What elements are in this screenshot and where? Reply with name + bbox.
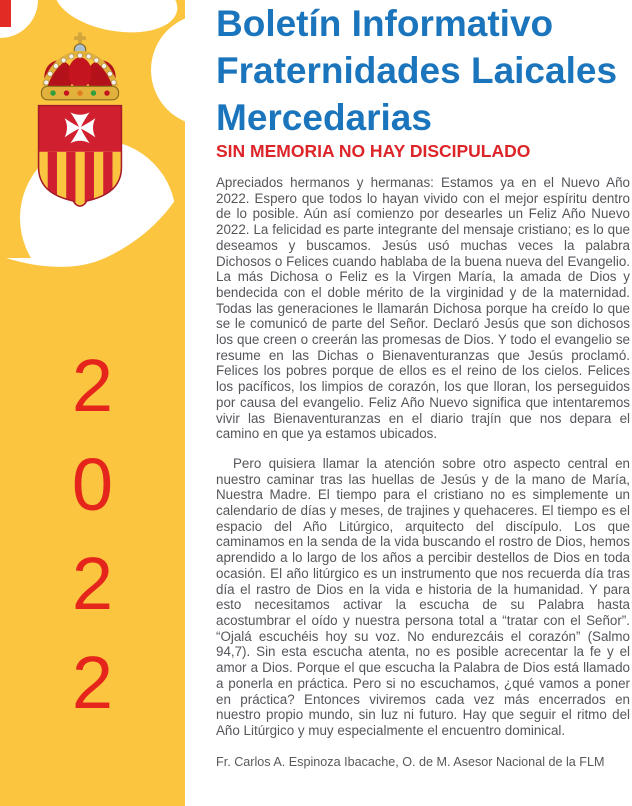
- article-byline: Fr. Carlos A. Espinoza Ibacache, O. de M. Asesor Nacional de la FLM: [216, 754, 605, 769]
- title-line-1: Boletín Informativo: [216, 3, 554, 44]
- article-heading: SIN MEMORIA NO HAY DISCIPULADO: [216, 141, 531, 161]
- article-paragraph: Apreciados hermanos y hermanas: Estamos ya en el Nuevo Año 2022. Espero que todos lo hayan vivido con el mejor espíritu dentro de lo posible. Aún así comienzo por desearles un Feliz Año Nuevo 2022. La felicidad es parte integrante del mensaje cristiano; es lo que deseamos y buscamos. Jesús usó muchas veces la palabra Dichosos o Felices cuando hablaba de la buena nueva del Evangelio. La más Dichosa o Feliz es la Virgen María, la amada de Dios y bendecida con el doble mérito de la virginidad y de la maternidad. Todas las generaciones le llamarán Dichosa porque ha creído lo que se le comunicó de parte del Señor. Declaró Jesús que son dichosos los que creen o creerán las promesas de Dios. Y todo el evangelio se resume en las Dichas o Bienaventuranzas que Jesús proclamó. Felices los pobres porque de ellos es el reino de los cielos. Felices los pacíficos, los limpios de corazón, los que lloran, los perseguidos por causa del evangelio. Feliz Año Nuevo significa que intentaremos vivir las Bienaventuranzas en el diario trajín que nos depara el camino en que ya estamos ubicados.: [216, 175, 630, 442]
- year-digit: 2: [71, 344, 114, 427]
- year-digit: 2: [71, 641, 114, 724]
- mercedarian-coat-of-arms: [27, 28, 133, 216]
- main-column: [216, 0, 630, 770]
- corner-accent: [0, 0, 11, 27]
- year-2022: [0, 336, 185, 732]
- title-line-2: Fraternidades Laicales: [216, 50, 618, 91]
- coat-of-arms-graphic: [27, 28, 133, 216]
- sidebar-decoration: [0, 0, 185, 806]
- year-digit: 0: [71, 443, 114, 526]
- year-digit: 2: [71, 542, 114, 625]
- title-line-3: Mercedarias: [216, 97, 432, 138]
- newsletter-title: [216, 0, 630, 141]
- article-paragraph: Pero quisiera llamar la atención sobre otro aspecto central en nuestro caminar tras las huellas de Jesús y de la mano de María, Nuestra Madre. El tiempo para el cristiano no es simplemente un calendario de días y meses, de trajines y quehaceres. El tiempo es el espacio del Año Litúrgico, arquitecto del discípulo. Los que caminamos en la senda de la vida buscando el rostro de Dios, hemos aprendido a lo largo de los años a percibir destellos de Dios en toda ocasión. El año litúrgico es un instrumento que nos recuerda día tras día el rastro de Dios en la vida e historia de la humanidad. Y para esto necesitamos activar la escucha de su Palabra hasta acostumbrar el oído y nuestra persona total a “tratar con el Señor”. “Ojalá escuchéis hoy su voz. No endurezcáis el corazón” (Salmo 94,7). Sin esta escucha atenta, no es posible acrecentar la fe y el amor a Dios. Porque el que escucha la Palabra de Dios está llamado a ponerla en práctica. Pero si no escuchamos, ¿qué vamos a poner en práctica? Entonces viviremos cada vez más encerrados en nuestro propio mundo, sin luz ni futuro. Hay que seguir el ritmo del Año Litúrgico y muy especialmente el encuentro dominical.: [216, 455, 630, 738]
